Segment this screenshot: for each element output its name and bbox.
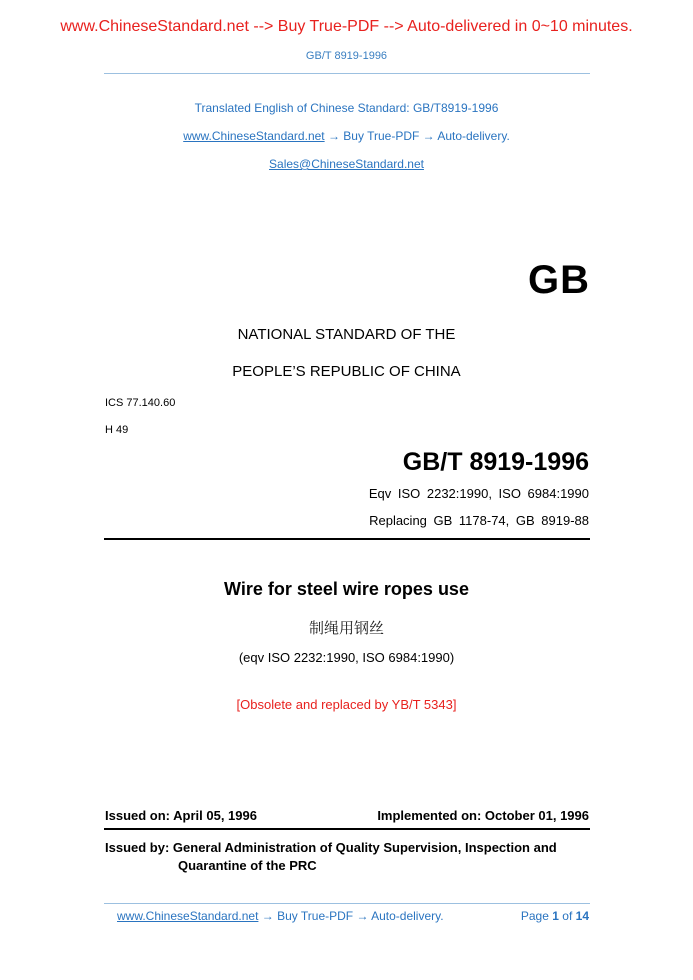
footer-site-suffix: → Buy True-PDF → Auto-delivery.: [258, 909, 444, 923]
document-title-chinese: 制绳用钢丝: [308, 619, 384, 637]
site-link[interactable]: www.ChineseStandard.net: [183, 129, 325, 143]
replacing-line: Replacing GB 1178-74, GB 8919-88: [369, 513, 589, 528]
header-code: GB/T 8919-1996: [305, 50, 388, 62]
issued-by-line1: Issued by: General Administration of Quality Supervision, Inspection and: [105, 840, 557, 855]
footer-site-line: [117, 909, 444, 923]
classification-code: H 49: [105, 424, 129, 436]
obsolete-note: [Obsolete and replaced by YB/T 5343]: [236, 697, 457, 712]
national-standard-line2: PEOPLE’S REPUBLIC OF CHINA: [232, 363, 461, 380]
page-total: 14: [575, 909, 589, 923]
national-standard-line1: NATIONAL STANDARD OF THE: [237, 326, 456, 343]
document-title: Wire for steel wire ropes use: [224, 579, 469, 599]
email-line: [0, 157, 693, 171]
footer-site-link[interactable]: www.ChineseStandard.net: [117, 909, 259, 923]
page-indicator: [521, 909, 589, 923]
issued-on: Issued on: April 05, 1996: [105, 808, 257, 823]
equivalence-line: Eqv ISO 2232:1990, ISO 6984:1990: [368, 486, 589, 501]
header-rule: [104, 73, 590, 74]
equivalence-parenthetical: (eqv ISO 2232:1990, ISO 6984:1990): [238, 650, 455, 665]
footer-rule: [104, 903, 590, 904]
top-banner: www.ChineseStandard.net --> Buy True-PDF --> Auto-delivered in 0~10 minutes.: [60, 18, 633, 35]
site-suffix: → Buy True-PDF → Auto-delivery.: [324, 129, 510, 143]
ics-code: ICS 77.140.60: [105, 397, 176, 409]
issued-by-line2: Quarantine of the PRC: [178, 858, 317, 873]
email-link[interactable]: Sales@ChineseStandard.net: [269, 157, 424, 171]
gb-mark: GB: [528, 258, 590, 302]
standard-number: GB/T 8919-1996: [402, 448, 589, 476]
page-of: of: [562, 909, 573, 923]
implemented-on: Implemented on: October 01, 1996: [377, 808, 589, 823]
title-rule: [104, 538, 590, 540]
site-line: [0, 129, 693, 143]
issued-rule: [104, 828, 590, 830]
translated-line: Translated English of Chinese Standard: GB/T8919-1996: [194, 101, 499, 115]
page-label: Page: [520, 909, 549, 923]
page-current: 1: [552, 909, 559, 923]
